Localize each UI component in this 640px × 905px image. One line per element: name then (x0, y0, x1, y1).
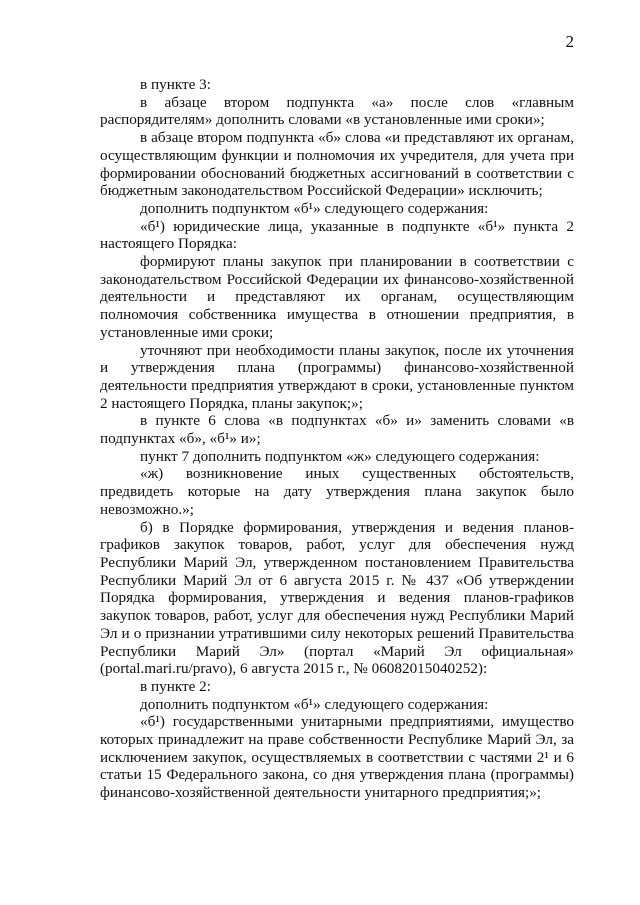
paragraph: дополнить подпунктом «б¹» следующего содержания: (140, 199, 489, 217)
paragraph: «б¹) государственными унитарными предприятиями, имущество которых принадлежит на праве собственности Республике Марий Эл, за исключением закупок, осуществляемых в соответствии с частями 2¹ и 6 статьи 15 Федерального закона, со дня утверждения плана (программы) финансово-хозяйственной деятельности унитарного предприятия;»; (100, 713, 574, 802)
paragraph: б) в Порядке формирования, утверждения и ведения планов-графиков закупок товаров, работ, услуг для обеспечения нужд Республики Марий Эл, утвержденном постановлением Правительства Республики Марий Эл от 6 августа 2015 г. № 437 «Об утверждении Порядка формирования, утверждения и ведения планов-графиков закупок товаров, работ, услуг для обеспечения нужд Республики Марий Эл и о признании утратившими силу некоторых решений Правительства Республики Марий Эл» (портал «Марий Эл официальная» (portal.mari.ru/pravo), 6 августа 2015 г., № 06082015040252): (100, 518, 574, 678)
page-number: 2 (565, 32, 574, 51)
paragraph: «б¹) юридические лица, указанные в подпункте «б¹» пункта 2 настоящего Порядка: (100, 217, 574, 253)
paragraph: дополнить подпунктом «б¹» следующего содержания: (140, 695, 489, 713)
paragraph: уточняют при необходимости планы закупок, после их уточнения и утверждения плана (программы) финансово-хозяйственной деятельности предприятия утверждают в сроки, установленные пунктом 2 настоящего Порядка, планы закупок;»; (100, 341, 574, 412)
paragraph: формируют планы закупок при планировании в соответствии с законодательством Российской Федерации их финансово-хозяйственной деятельности и представляют их органам, осуществляющим полномочия собственника имущества в отношении предприятия, в установленные ими сроки; (100, 253, 574, 341)
paragraph: в пункте 3: (140, 76, 211, 93)
document-body (100, 76, 574, 802)
paragraph: «ж) возникновение иных существенных обстоятельств, предвидеть которые на дату утверждения плана закупок было невозможно.»; (100, 465, 574, 518)
paragraph: в абзаце втором подпункта «б» слова «и представляют их органам, осуществляющим функции и полномочия их учредителя, для учета при формировании обоснований бюджетных ассигнований в соответствии с бюджетным законодательством Российской Федерации» исключить; (100, 129, 574, 200)
paragraph: в пункте 6 слова «в подпунктах «б» и» заменить словами «в подпунктах «б», «б¹» и»; (100, 412, 574, 448)
paragraph: пункт 7 дополнить подпунктом «ж» следующего содержания: (140, 447, 540, 465)
paragraph: в пункте 2: (140, 677, 211, 695)
paragraph: в абзаце втором подпункта «а» после слов «главным распорядителям» дополнить словами «в установленные ими сроки»; (100, 93, 574, 129)
